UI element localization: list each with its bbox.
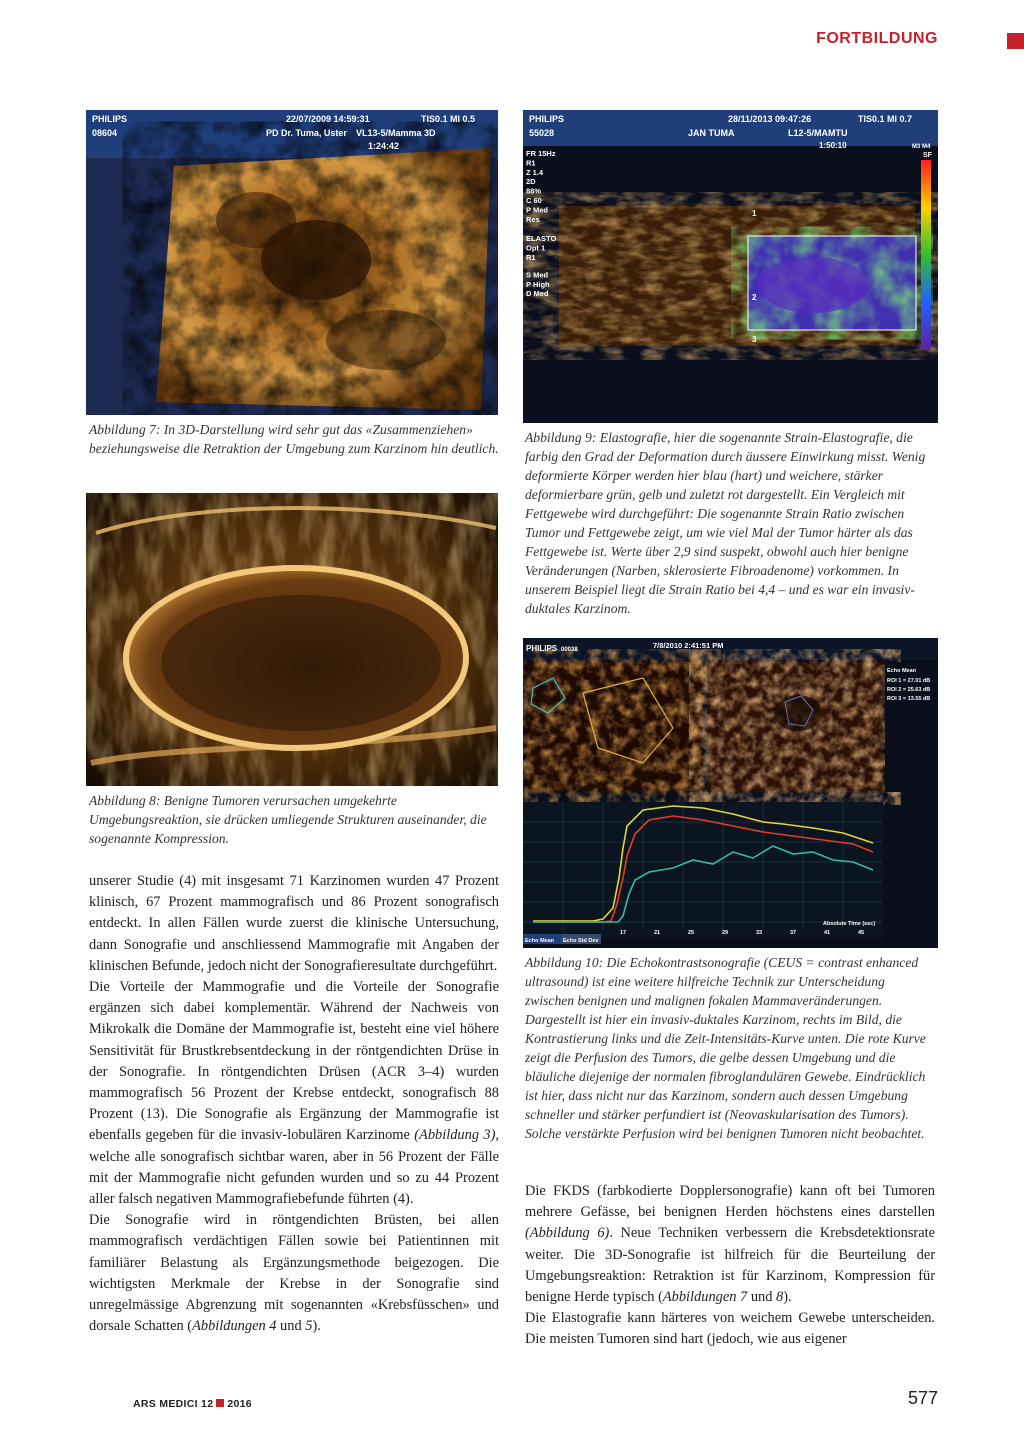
fig10-legend-2: ROI 2 = 25.63 dB <box>887 687 931 693</box>
fig9-param: Res <box>526 214 540 224</box>
fig7-brand: PHILIPS <box>92 114 128 124</box>
fig10-brand: PHILIPS <box>526 644 558 653</box>
figure-9-image <box>523 110 938 423</box>
figure-9-caption: Abbildung 9: Elastografie, hier die sogenannte Strain-Elastografie, die farbig den Grad der Deformation durch äussere Einwirkung misst. Wenig deformierte Körper werden hier blau (hart) und weichere, stärker deformierbare grün, gelb und zuletzt rot dargestellt. Ein Vergleich mit Fettgewebe wird durchgeführt: Die sogenannte Strain Ratio zwischen Tumor und Fettgewebe zeigt, um wie viel Mal der Tumor härter als das Fettgewebe ist. Werte über 2,9 sind suspekt, obwohl auch hier benigne Veränderungen (Narben, sklerosierte Fibroadenome) vorkommen. In unserem Beispiel liegt die Strain Ratio bei 4,4 – und es war ein invasiv-duktales Karzinom. <box>525 430 926 616</box>
fig9-param: ELASTO <box>526 234 557 244</box>
figure-8-image <box>86 493 498 786</box>
fig9-param: P Med <box>526 205 548 215</box>
fig10-legend-3: ROI 3 = 13.55 dB <box>887 696 931 702</box>
body-column-left <box>89 871 499 1337</box>
fig10-panel-title: Echo Mean <box>887 668 917 674</box>
body-left-paragraph-2: Die Vorteile der Mammografie und die Vorteile der Sonografie ergänzen sich dabei komplementär. Während der Nachweis von Mikrokalk die Domäne der Mammografie ist, besteht eine viel höhere Sensitivität für Brustkrebsentdeckung in der röntgendichten Drüse in der Sonografie. In röntgendichten Drüsen (ACR 3–4) wurden mammografisch 56 Prozent der Krebse entdeckt, sonografisch 88 Prozent (13). Die Sonografie als Ergänzung der Mammografie ist ebenfalls gegeben für die invasiv-lobulären Karzinome (Abbildung 3), welche alle sonografisch sichtbar waren, aber in 56 Prozent der Fälle mit der Mammografie nicht gefunden wurden und so zu 44 Prozent aller falsch negativen Mammografiebefunde führten (4). <box>89 979 499 1208</box>
fig10-x-tick: 25 <box>688 930 695 936</box>
body-column-right <box>525 1181 935 1351</box>
fig10-axis-title: Absolute Time (sec) <box>823 921 876 927</box>
fig7-probe: VL13-5/Mamma 3D <box>356 128 436 138</box>
fig9-param: FR 15Hz <box>526 149 556 158</box>
fig9-param: 88% <box>526 186 542 196</box>
fig9-tis: TIS0.1 MI 0.7 <box>858 114 913 124</box>
fig9-param: S Med <box>526 270 549 280</box>
fig9-patient: JAN TUMA <box>688 128 735 138</box>
fig9-param: Z 1.4 <box>526 167 544 177</box>
fig9-marker-1: 1 <box>752 209 757 218</box>
fig10-id: 00038 <box>561 647 578 653</box>
fig9-id: 55028 <box>529 128 555 138</box>
page-number: 577 <box>907 1388 938 1408</box>
fig9-param: R1 <box>526 158 536 168</box>
section-marker <box>1007 33 1024 49</box>
fig7-clock: 1:24:42 <box>368 141 400 151</box>
figure-10-image <box>523 638 938 948</box>
fig9-param: R1 <box>526 253 536 262</box>
fig10-tab-stddev: Echo Std Dev <box>563 938 599 944</box>
fig10-legend-1: ROI 1 = 27.01 dB <box>887 678 931 684</box>
figure-8-caption: Abbildung 8: Benigne Tumoren verursachen umgekehrte Umgebungsreaktion, sie drücken umliegende Strukturen auseinander, die sogenannte Kompression. <box>89 793 487 846</box>
figure-7-image <box>86 110 498 415</box>
fig10-tab-mean: Echo Mean <box>525 938 555 944</box>
figure-ref-4: Abbildungen 4 <box>192 1318 277 1335</box>
fig10-x-tick: 33 <box>756 930 763 936</box>
fig10-x-tick: 41 <box>824 930 831 936</box>
fig7-datetime: 22/07/2009 14:59:31 <box>286 114 370 124</box>
fig9-marker-2: 2 <box>752 293 757 302</box>
fig10-datetime: 7/8/2010 2:41:51 PM <box>653 641 724 650</box>
fig7-tis: TIS0.1 MI 0.5 <box>421 114 476 124</box>
fig7-operator: PD Dr. Tuma, Uster <box>266 128 347 138</box>
fig9-probe: L12-5/MAMTU <box>788 128 848 138</box>
fig10-x-tick: 29 <box>722 930 729 936</box>
figure-ref-8: 8 <box>776 1289 784 1306</box>
fig10-x-tick: 45 <box>858 930 865 936</box>
fig9-param: 2D <box>526 177 536 187</box>
fig9-param: P High <box>526 279 550 289</box>
figure-7-caption: Abbildung 7: In 3D-Darstellung wird sehr gut das «Zusammenziehen» beziehungsweise die Retraktion der Umgebung zum Karzinom hin deutlich. <box>89 422 499 456</box>
fig9-scale-label: SF <box>923 152 932 159</box>
fig9-clock: 1:50:10 <box>819 141 847 150</box>
fig9-param: C 60 <box>526 196 542 205</box>
figure-ref-7: Abbildungen 7 <box>662 1289 748 1306</box>
fig9-param: D Med <box>526 289 549 299</box>
fig9-param: Opt 1 <box>526 243 546 253</box>
figure-10-caption: Abbildung 10: Die Echokontrastsonografie (CEUS = contrast enhanced ultrasound) ist eine weitere hilfreiche Technik zur Unterscheidung zwischen benignen und malignen fokalen Mammaveränderungen. Dargestellt ist hier ein invasiv-duktales Karzinom, rechts im Bild, die Kontrastierung links und die Zeit-Intensitäts-Kurve unten. Die rote Kurve zeigt die Perfusion des Tumors, die gelbe dessen Umgebung und die bläuliche diejenige der normalen fibroglandulären Gewebe. Eindrücklich ist hier, dass nicht nur das Karzinom, sondern auch dessen Umgebung schneller und stärker perfundiert ist (Neovaskularisation des Tumors). Solche verstärkte Perfusion wird bei benignen Tumoren nicht beobachtet. <box>525 955 926 1141</box>
fig9-brand: PHILIPS <box>529 114 565 124</box>
figure-ref-5: 5 <box>305 1318 313 1335</box>
fig9-marker-3: 3 <box>752 335 757 344</box>
body-left-paragraph-3: Die Sonografie wird in röntgendichten Brüsten, bei allen mammografisch verdächtigen Fällen sowie bei Patientinnen mit familiärer Belastung als Ergänzungsmethode beigezogen. Die wichtigsten Merkmale der Krebse in der Sonografie sind unregelmässige Abgrenzung mit sogenannten «Krebsfüsschen» und dorsale Schatten (Abbildungen 4 und 5). <box>89 1212 499 1335</box>
fig10-x-tick: 21 <box>654 930 661 936</box>
figure-ref-3: (Abbildung 3), <box>414 1127 499 1144</box>
fig9-scale-top: M3 M4 <box>912 144 931 150</box>
body-right-paragraph-2: Die Elastografie kann härteres von weichem Gewebe unterscheiden. Die meisten Tumoren sind hart (jedoch, wie aus eigener <box>525 1310 935 1348</box>
fig10-x-tick: 37 <box>790 930 797 936</box>
body-left-paragraph-1: unserer Studie (4) mit insgesamt 71 Karzinomen wurden 47 Prozent klinisch, 67 Prozent mammografisch und 86 Prozent sonografisch entdeckt. In allen Fällen wurde zuerst die klinische Untersuchung, dann Sonografie und anschliessend Mammografie mit Angaben der klinischen Befunde, jedoch nicht der Sonografieresultate durchgeführt. <box>89 873 499 974</box>
figure-ref-6: (Abbildung 6) <box>525 1225 610 1242</box>
body-right-paragraph-1: Die FKDS (farbkodierte Dopplersonografie) kann oft bei Tumoren mehrere Gefässe, bei benignen Herden höchstens eines darstellen (Abbildung 6). Neue Techniken verbessern die Krebsdetektionsrate weiter. Die 3D-Sonografie ist hilfreich für die Beurteilung der Umgebungsreaktion: Retraktion ist für Karzinom, Kompression für benigne Herde typisch (Abbildungen 7 und 8). <box>525 1183 935 1306</box>
footer-journal: ARS MEDICI 12 2016 <box>133 1398 252 1410</box>
section-label: FORTBILDUNG <box>816 30 938 47</box>
fig10-x-tick: 17 <box>620 930 627 936</box>
fig7-id: 08604 <box>92 128 118 138</box>
fig9-datetime: 28/11/2013 09:47:26 <box>728 114 812 124</box>
